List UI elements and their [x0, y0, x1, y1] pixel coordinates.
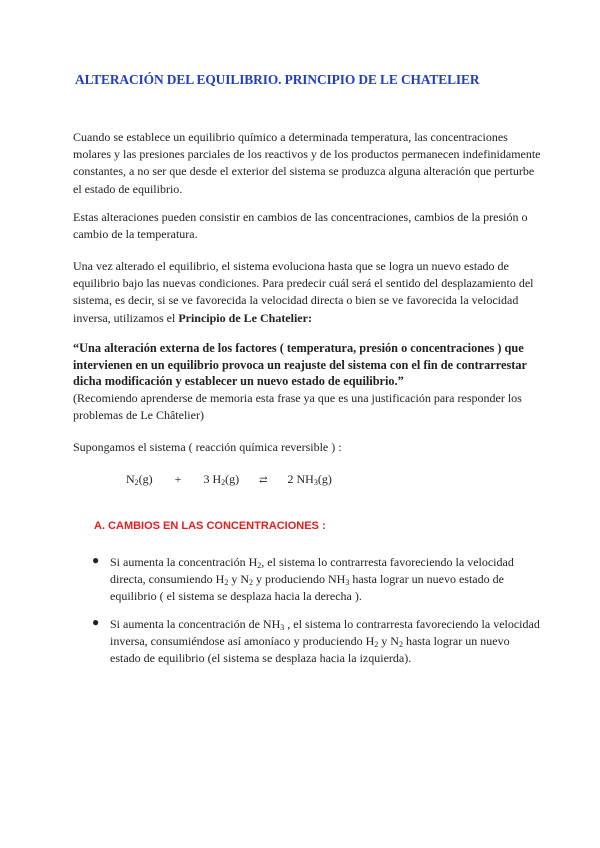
chemical-equation	[126, 472, 332, 487]
equilibrium-arrow-icon: ⇄	[259, 475, 268, 486]
paragraph-text: Una vez alterado el equilibrio, el sistema evoluciona hasta que se logra un nuevo estado de equilibrio bajo las nuevas condiciones. Para predecir cuál será el sentido del desplazamiento del sistema, es decir, si se ve favorecida la velocidad directa o bien se ve favorecida la velocidad inversa, utilizamos el	[73, 259, 534, 325]
reactant-n2: $N_2(g)$	[126, 472, 153, 487]
paragraph-alterations: Estas alteraciones pueden consistir en cambios de las concentraciones, cambios de la presión o cambio de la temperatura.	[73, 210, 528, 242]
paragraph-equilibrium-intro: Cuando se establece un equilibrio químico a determinada temperatura, las concentraciones molares y las presiones parciales de los reactivos y de los productos permanecen indefinidamente constantes, a no ser que desde el exterior del sistema se produzca alguna alteración que perturbe el estado de equilibrio.	[73, 130, 541, 196]
bullet-item-h2-increase: Si aumenta la concentración $H_2$, el sistema lo contrarresta favoreciendo la velocidad directa, consumiendo $H_2$ y $N_2$ y produciendo $NH_3$ hasta lograr un nuevo estado de equilibrio ( el sistema se desplaza hacia la derecha ).	[110, 555, 514, 604]
product-nh3: 2 $NH_3(g)$	[287, 472, 332, 487]
principle-quote: “Una alteración externa de los factores ( temperatura, presión o concentraciones ) que intervienen en un equilibrio provoca un reajuste del sistema con el fin de contrarrestar dicha modificación y establecer un nuevo estado de equilibrio.”	[73, 341, 527, 389]
section-heading-concentrations: A. CAMBIOS EN LAS CONCENTRACIONES :	[94, 520, 326, 532]
system-intro: Supongamos el sistema ( reacción química reversible ) :	[73, 440, 342, 454]
paragraph-le-chatelier-intro	[73, 258, 543, 327]
bullet-icon: ●	[92, 615, 100, 629]
page-title: ALTERACIÓN DEL EQUILIBRIO. PRINCIPIO DE LE CHATELIER	[75, 72, 480, 87]
memorize-note: (Recomiendo aprenderse de memoria esta frase ya que es una justificación para responder los problemas de Le Châtelier)	[73, 391, 522, 422]
bullet-item-nh3-increase: Si aumenta la concentración de $NH_3$ , el sistema lo contrarresta favoreciendo la velocidad inversa, consumiéndose así amoníaco y produciendo $H_2$ y $N_2$ hasta lograr un nuevo estado de equilibrio (el sistema se desplaza hacia la izquierda).	[110, 617, 540, 666]
principle-name: Principio de Le Chatelier:	[178, 310, 312, 325]
reactant-h2: 3 $H_2(g)$	[203, 472, 240, 487]
bullet-icon: ●	[92, 553, 100, 567]
plus-sign: +	[174, 472, 182, 486]
